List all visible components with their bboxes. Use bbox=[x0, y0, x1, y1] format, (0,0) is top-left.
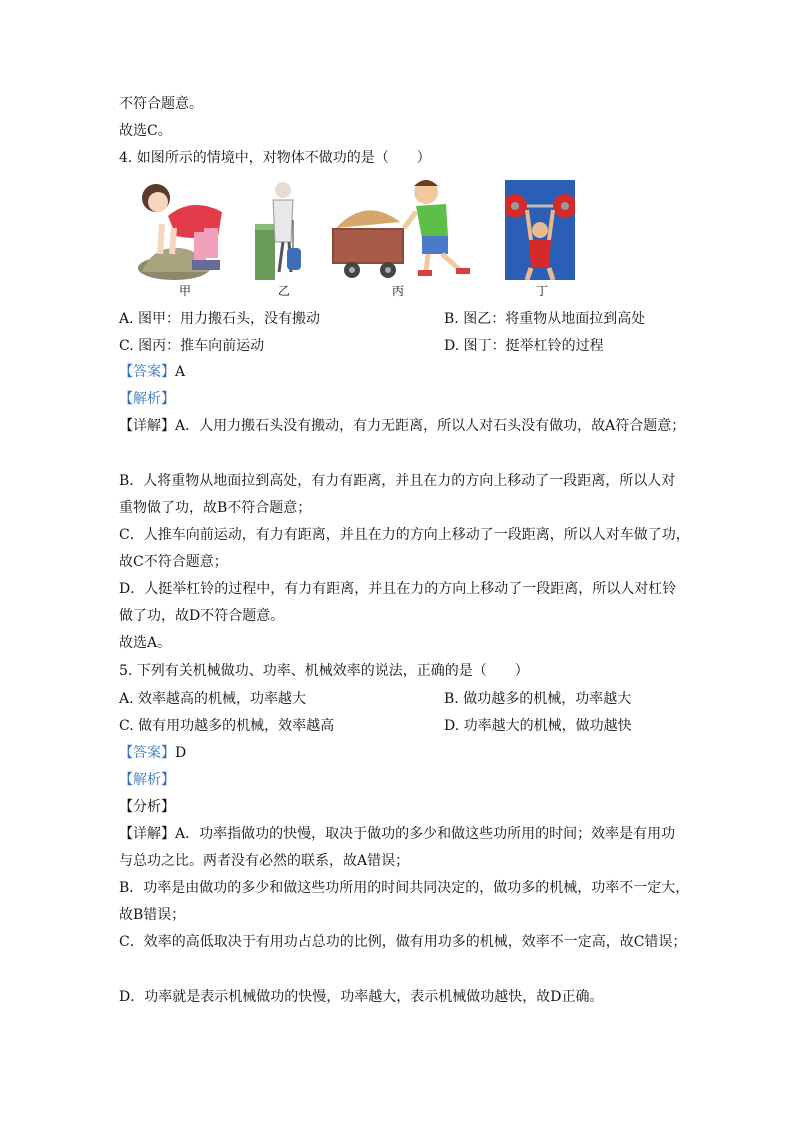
q4-detail-d-line1: D．人挺举杠铃的过程中，有力有距离，并且在力的方向上移动了一段距离，所以人对杠铃 bbox=[119, 581, 677, 597]
q5-option-d: D. 功率越大的机械，做功越快 bbox=[444, 718, 632, 734]
q5-analysis-tag: 【解析】 bbox=[119, 772, 175, 788]
q5-detail-a-line1 bbox=[119, 825, 675, 843]
q4-answer bbox=[119, 363, 185, 381]
q4-conclusion: 故选A。 bbox=[119, 635, 172, 651]
answer-value: A bbox=[175, 364, 186, 380]
figure-caption-ding: 丁 bbox=[536, 284, 549, 298]
q5-detail-d: D．功率就是表示机械做功的快慢，功率越大，表示机械做功越快，故D正确。 bbox=[119, 989, 604, 1005]
q5-option-c: C. 做有用功越多的机械，效率越高 bbox=[119, 718, 335, 734]
figure-ding-weightlifter bbox=[505, 180, 575, 280]
figure-caption-yi: 乙 bbox=[278, 284, 291, 298]
detail-text: A．人用力搬石头没有搬动，有力无距离，所以人对石头没有做功，故A符合题意； bbox=[175, 418, 686, 434]
q5-detail-b-line2: 故B错误； bbox=[119, 907, 186, 923]
q4-detail-d-line2: 做了功，故D不符合题意。 bbox=[119, 608, 285, 624]
detail-text: A．功率指做功的快慢，取决于做功的多少和做这些功所用的时间；效率是有用功 bbox=[175, 826, 676, 842]
detail-tag: 【详解】 bbox=[119, 826, 175, 842]
q5-option-a: A. 效率越高的机械，功率越大 bbox=[119, 691, 307, 707]
q4-analysis-tag: 【解析】 bbox=[119, 391, 175, 407]
q5-option-b: B. 做功越多的机械，功率越大 bbox=[444, 691, 632, 707]
q4-detail-c-line1: C．人推车向前运动，有力有距离，并且在力的方向上移动了一段距离，所以人对车做了功， bbox=[119, 527, 690, 543]
figure-bing-boy-pushing-cart bbox=[330, 178, 484, 280]
figure-caption-bing: 丙 bbox=[392, 284, 405, 298]
figure-yi-man-pulling-weight bbox=[255, 180, 307, 280]
q5-detail-b-line1: B．功率是由做功的多少和做这些功所用的时间共同决定的，做功多的机械，功率不一定大， bbox=[119, 880, 690, 896]
q5-detail-a-line2: 与总功之比。两者没有必然的联系，故A错误； bbox=[119, 853, 410, 869]
prev-conclusion: 故选C。 bbox=[119, 123, 172, 139]
detail-tag: 【详解】 bbox=[119, 418, 175, 434]
q5-fenxi-tag: 【分析】 bbox=[119, 799, 175, 815]
answer-value: D bbox=[175, 745, 187, 761]
q4-stem: 4. 如图所示的情境中，对物体不做功的是（ ） bbox=[119, 150, 431, 166]
q5-answer bbox=[119, 744, 186, 762]
q4-option-b: B. 图乙：将重物从地面拉到高处 bbox=[444, 311, 646, 327]
q4-option-d: D. 图丁：挺举杠铃的过程 bbox=[444, 338, 604, 354]
figure-caption-jia: 甲 bbox=[179, 284, 192, 298]
prev-text-line: 不符合题意。 bbox=[119, 96, 203, 112]
q5-stem: 5. 下列有关机械做功、功率、机械效率的说法，正确的是（ ） bbox=[119, 663, 529, 679]
q4-option-a: A. 图甲：用力搬石头，没有搬动 bbox=[119, 311, 321, 327]
q4-option-c: C. 图丙：推车向前运动 bbox=[119, 338, 265, 354]
q4-detail-b-line2: 重物做了功，故B不符合题意； bbox=[119, 500, 312, 516]
figure-jia-woman-lifting-stone bbox=[122, 176, 240, 280]
answer-tag: 【答案】 bbox=[119, 745, 175, 761]
q4-detail-a bbox=[119, 417, 685, 435]
q4-detail-c-line2: 故C不符合题意； bbox=[119, 554, 228, 570]
q5-detail-c: C．效率的高低取决于有用功占总功的比例，做有用功多的机械，效率不一定高，故C错误； bbox=[119, 934, 687, 950]
answer-tag: 【答案】 bbox=[119, 364, 175, 380]
q4-detail-b-line1: B．人将重物从地面拉到高处，有力有距离，并且在力的方向上移动了一段距离，所以人对 bbox=[119, 473, 676, 489]
